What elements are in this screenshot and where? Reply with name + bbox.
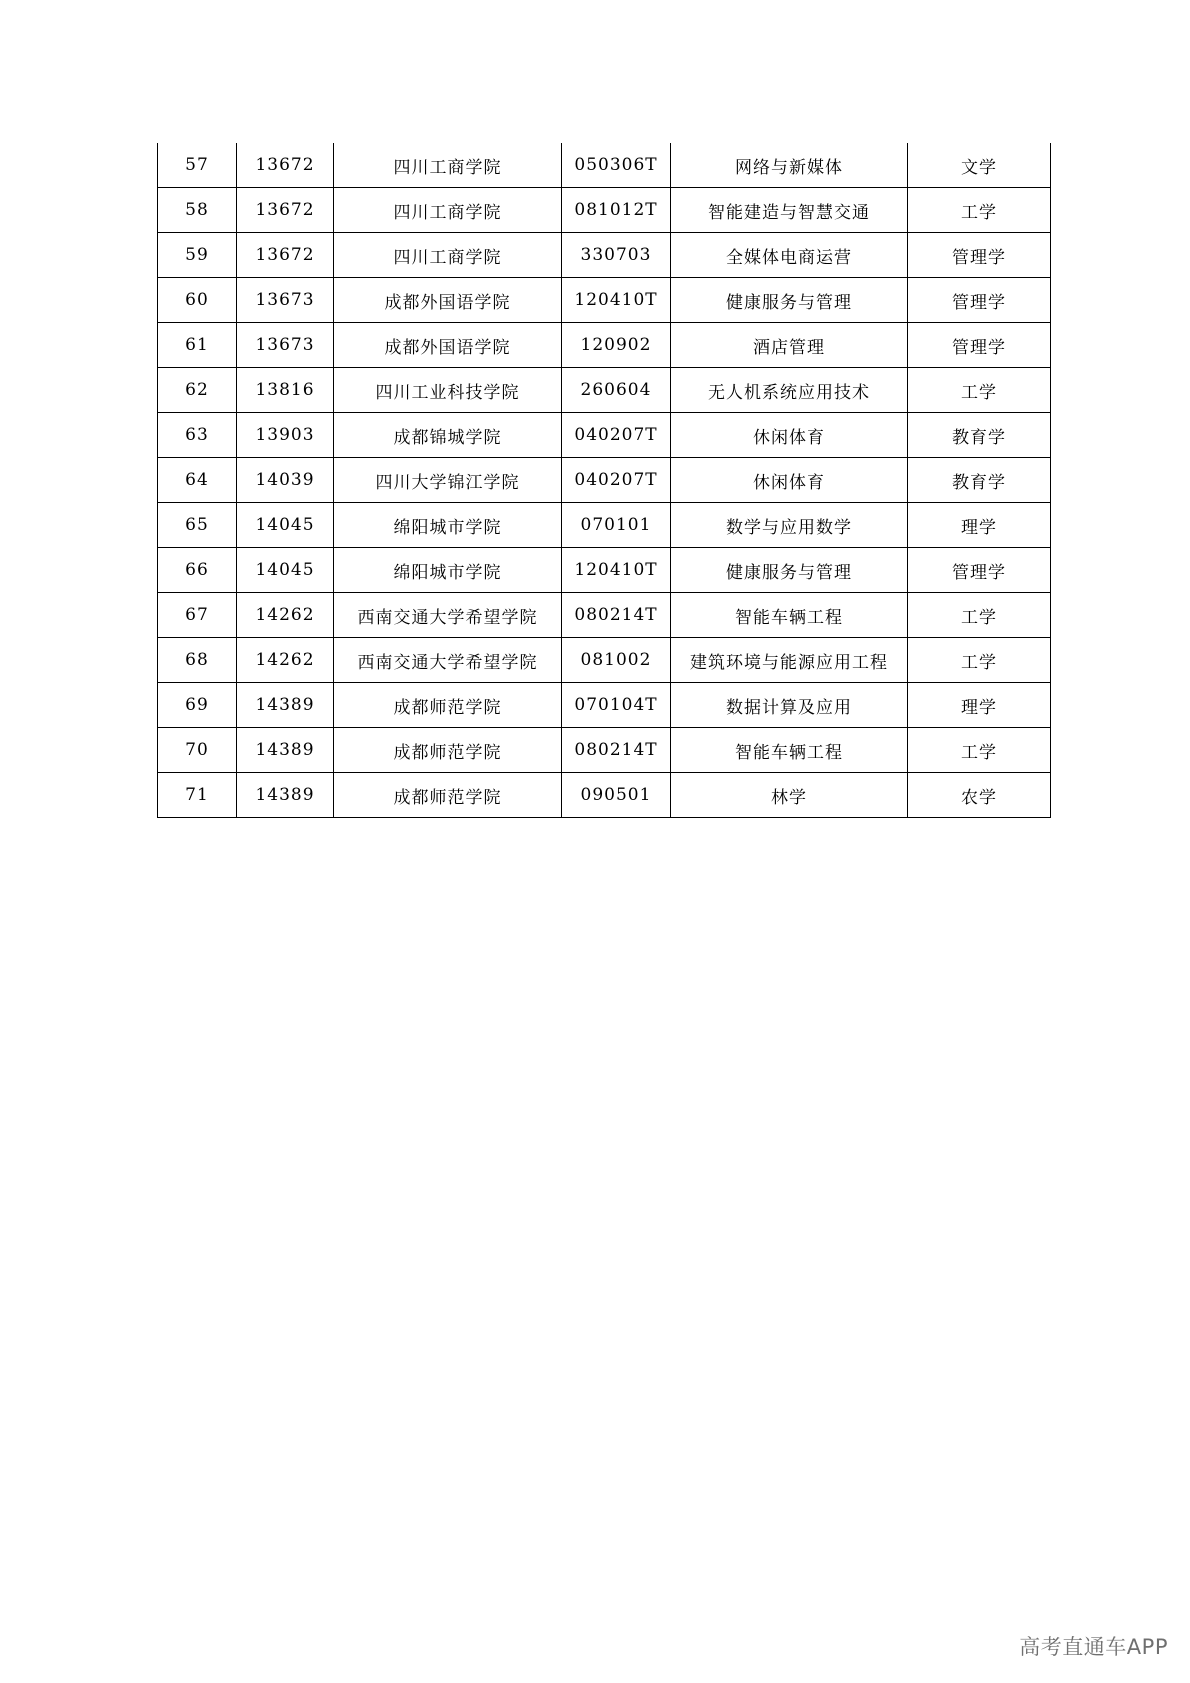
major-name-cell: 休闲体育 [671, 458, 908, 503]
major-code-cell: 081002 [562, 638, 671, 683]
seq-cell: 69 [158, 683, 237, 728]
major-code-cell: 090501 [562, 773, 671, 818]
discipline-cell: 理学 [908, 503, 1051, 548]
major-name-cell: 网络与新媒体 [671, 143, 908, 188]
major-code-cell: 080214T [562, 593, 671, 638]
school-code-cell: 13816 [237, 368, 334, 413]
school-name-cell: 成都师范学院 [334, 683, 562, 728]
table-row [158, 728, 1051, 773]
school-code-cell: 13903 [237, 413, 334, 458]
table-row [158, 278, 1051, 323]
school-code-cell: 13672 [237, 143, 334, 188]
major-code-cell: 040207T [562, 413, 671, 458]
discipline-cell: 工学 [908, 188, 1051, 233]
discipline-cell: 工学 [908, 593, 1051, 638]
school-name-cell: 四川工商学院 [334, 143, 562, 188]
seq-cell: 62 [158, 368, 237, 413]
table-row [158, 638, 1051, 683]
major-name-cell: 全媒体电商运营 [671, 233, 908, 278]
majors-table-body [158, 143, 1051, 818]
major-code-cell: 070101 [562, 503, 671, 548]
major-code-cell: 120902 [562, 323, 671, 368]
school-code-cell: 13672 [237, 188, 334, 233]
major-name-cell: 健康服务与管理 [671, 548, 908, 593]
major-name-cell: 建筑环境与能源应用工程 [671, 638, 908, 683]
discipline-cell: 管理学 [908, 233, 1051, 278]
school-code-cell: 14039 [237, 458, 334, 503]
seq-cell: 71 [158, 773, 237, 818]
watermark-text: 高考直通车APP [1019, 1635, 1168, 1659]
seq-cell: 60 [158, 278, 237, 323]
school-code-cell: 14262 [237, 638, 334, 683]
table-row [158, 458, 1051, 503]
table-row [158, 368, 1051, 413]
discipline-cell: 工学 [908, 728, 1051, 773]
major-name-cell: 智能车辆工程 [671, 593, 908, 638]
school-code-cell: 13673 [237, 278, 334, 323]
table-row [158, 323, 1051, 368]
school-name-cell: 绵阳城市学院 [334, 548, 562, 593]
seq-cell: 59 [158, 233, 237, 278]
table-row [158, 593, 1051, 638]
school-code-cell: 14045 [237, 503, 334, 548]
major-code-cell: 330703 [562, 233, 671, 278]
major-name-cell: 酒店管理 [671, 323, 908, 368]
school-name-cell: 四川工业科技学院 [334, 368, 562, 413]
discipline-cell: 农学 [908, 773, 1051, 818]
school-code-cell: 14262 [237, 593, 334, 638]
major-name-cell: 无人机系统应用技术 [671, 368, 908, 413]
major-name-cell: 智能建造与智慧交通 [671, 188, 908, 233]
school-name-cell: 成都外国语学院 [334, 278, 562, 323]
seq-cell: 58 [158, 188, 237, 233]
school-name-cell: 四川大学锦江学院 [334, 458, 562, 503]
discipline-cell: 文学 [908, 143, 1051, 188]
discipline-cell: 管理学 [908, 278, 1051, 323]
school-code-cell: 14389 [237, 773, 334, 818]
major-name-cell: 健康服务与管理 [671, 278, 908, 323]
seq-cell: 57 [158, 143, 237, 188]
school-name-cell: 西南交通大学希望学院 [334, 593, 562, 638]
major-code-cell: 260604 [562, 368, 671, 413]
seq-cell: 61 [158, 323, 237, 368]
major-code-cell: 050306T [562, 143, 671, 188]
seq-cell: 65 [158, 503, 237, 548]
major-code-cell: 040207T [562, 458, 671, 503]
school-code-cell: 14389 [237, 728, 334, 773]
table-row [158, 548, 1051, 593]
table-row [158, 503, 1051, 548]
school-name-cell: 成都外国语学院 [334, 323, 562, 368]
major-name-cell: 智能车辆工程 [671, 728, 908, 773]
discipline-cell: 工学 [908, 638, 1051, 683]
school-code-cell: 13673 [237, 323, 334, 368]
discipline-cell: 理学 [908, 683, 1051, 728]
major-code-cell: 070104T [562, 683, 671, 728]
major-code-cell: 120410T [562, 548, 671, 593]
table-row [158, 773, 1051, 818]
table-row [158, 683, 1051, 728]
school-code-cell: 13672 [237, 233, 334, 278]
school-name-cell: 成都锦城学院 [334, 413, 562, 458]
major-name-cell: 数据计算及应用 [671, 683, 908, 728]
table-row [158, 413, 1051, 458]
discipline-cell: 教育学 [908, 413, 1051, 458]
major-name-cell: 林学 [671, 773, 908, 818]
seq-cell: 70 [158, 728, 237, 773]
table-row [158, 188, 1051, 233]
majors-table [157, 143, 1051, 818]
discipline-cell: 管理学 [908, 548, 1051, 593]
discipline-cell: 管理学 [908, 323, 1051, 368]
table-row [158, 233, 1051, 278]
table-row [158, 143, 1051, 188]
school-code-cell: 14045 [237, 548, 334, 593]
seq-cell: 68 [158, 638, 237, 683]
school-name-cell: 绵阳城市学院 [334, 503, 562, 548]
school-name-cell: 四川工商学院 [334, 233, 562, 278]
school-name-cell: 成都师范学院 [334, 728, 562, 773]
major-name-cell: 休闲体育 [671, 413, 908, 458]
school-name-cell: 西南交通大学希望学院 [334, 638, 562, 683]
school-code-cell: 14389 [237, 683, 334, 728]
seq-cell: 66 [158, 548, 237, 593]
school-name-cell: 四川工商学院 [334, 188, 562, 233]
seq-cell: 67 [158, 593, 237, 638]
major-name-cell: 数学与应用数学 [671, 503, 908, 548]
major-code-cell: 080214T [562, 728, 671, 773]
major-code-cell: 081012T [562, 188, 671, 233]
discipline-cell: 教育学 [908, 458, 1051, 503]
school-name-cell: 成都师范学院 [334, 773, 562, 818]
discipline-cell: 工学 [908, 368, 1051, 413]
seq-cell: 64 [158, 458, 237, 503]
major-code-cell: 120410T [562, 278, 671, 323]
seq-cell: 63 [158, 413, 237, 458]
